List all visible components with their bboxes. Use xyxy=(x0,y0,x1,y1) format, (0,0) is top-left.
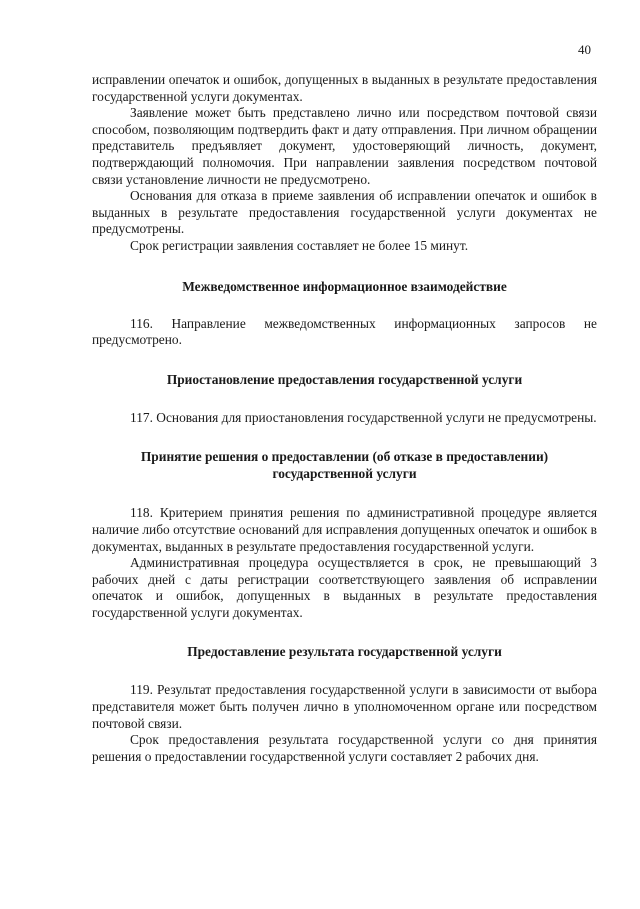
page-number: 40 xyxy=(578,42,591,57)
document-body xyxy=(92,72,597,765)
paragraph-119: 119. Результат предоставления государственной услуги в зависимости от выбора представителя может быть получен лично в уполномоченном органе или посредством почтовой связи. xyxy=(92,682,597,731)
heading-interagency: Межведомственное информационное взаимодействие xyxy=(182,278,507,294)
paragraph-application-submission: Заявление может быть представлено лично или посредством почтовой связи способом, позволяющим подтвердить факт и дату отправления. При личном обращении представитель предъявляет документ, удостоверяющий личность, документ, подтверждающий полномочия. При направлении заявления посредством почтовой связи установление личности не предусмотрено. xyxy=(92,105,597,187)
paragraph-117: 117. Основания для приостановления государственной услуги не предусмотрены. xyxy=(130,409,597,425)
paragraph-registration-term: Срок регистрации заявления составляет не более 15 минут. xyxy=(130,237,469,253)
heading-decision: Принятие решения о предоставлении (об отказе в предоставлении) государственной услуги xyxy=(140,449,549,482)
paragraph-118-term: Административная процедура осуществляется в срок, не превышающий 3 рабочих дней с даты регистрации соответствующего заявления об исправлении опечаток и ошибок, допущенных в выданных в результате предоставления государственной услуги документах. xyxy=(92,555,597,620)
heading-result: Предоставление результата государственной услуги xyxy=(187,644,502,660)
paragraph-refusal-grounds: Основания для отказа в приеме заявления об исправлении опечаток и ошибок в выданных в результате предоставления государственной услуги документах не предусмотрены. xyxy=(92,188,597,237)
heading-suspension: Приостановление предоставления государственной услуги xyxy=(166,371,523,387)
paragraph-119-term: Срок предоставления результата государственной услуги со дня принятия решения о предоставлении государственной услуги составляет 2 рабочих дня. xyxy=(92,732,597,764)
paragraph-118: 118. Критерием принятия решения по административной процедуре является наличие либо отсутствие оснований для исправления допущенных опечаток и ошибок в документах, выданных в результате предоставления государственной услуги. xyxy=(92,505,597,554)
paragraph-continuation: исправлении опечаток и ошибок, допущенных в выданных в результате предоставления государственной услуги документах. xyxy=(92,72,597,104)
paragraph-116: 116. Направление межведомственных информационных запросов не предусмотрено. xyxy=(92,315,597,348)
